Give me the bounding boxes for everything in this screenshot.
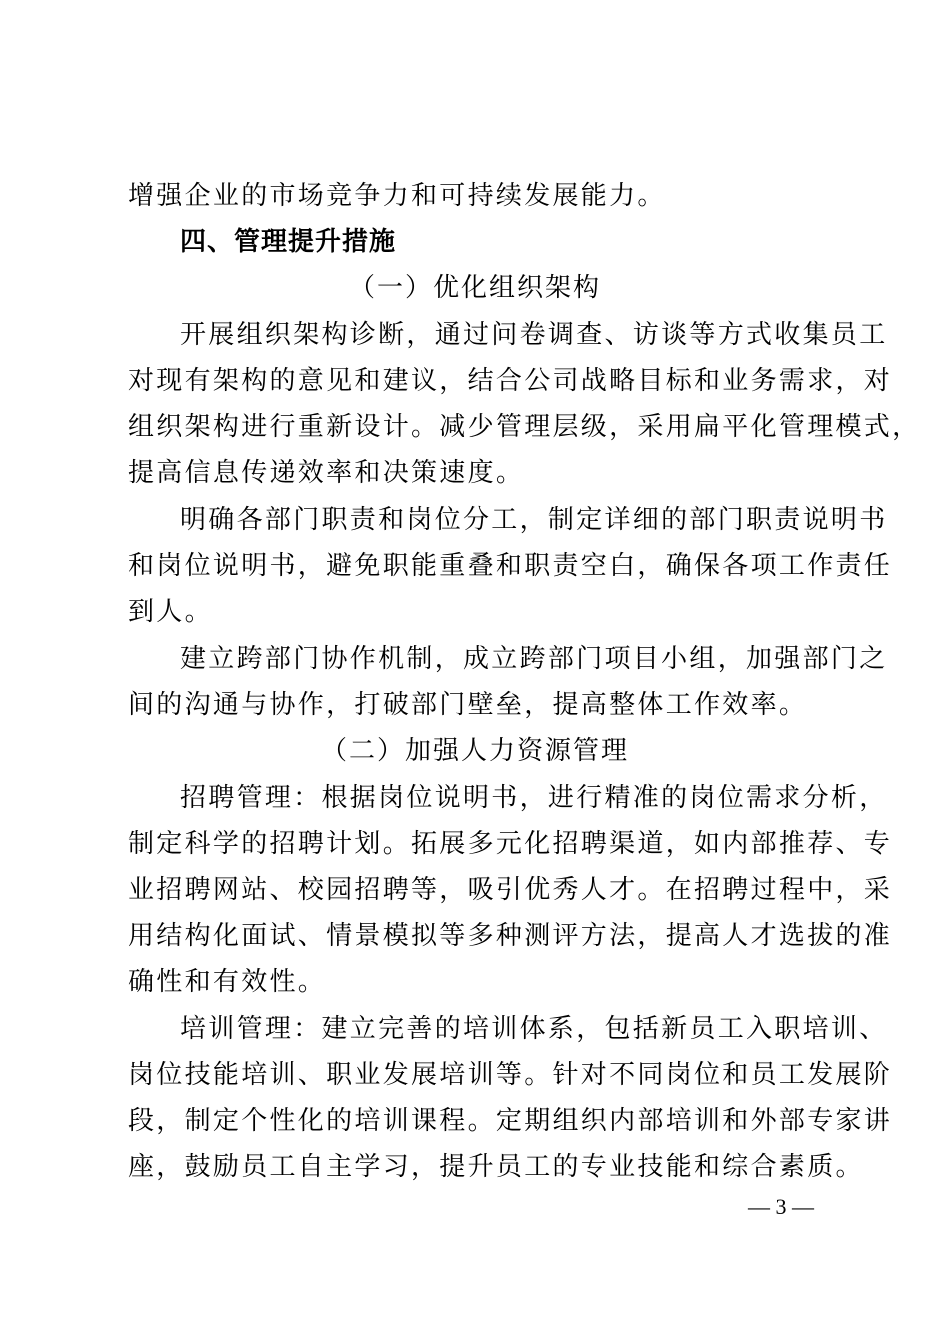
paragraph-line: 制定科学的招聘计划。拓展多元化招聘渠道，如内部推荐、专 xyxy=(128,829,893,859)
paragraph-line: 和岗位说明书，避免职能重叠和职责空白，确保各项工作责任 xyxy=(128,551,893,581)
paragraph-line: 培训管理：建立完善的培训体系，包括新员工入职培训、 xyxy=(180,1014,888,1044)
paragraph-line: 岗位技能培训、职业发展培训等。针对不同岗位和员工发展阶 xyxy=(128,1060,893,1090)
paragraph-line: 段，制定个性化的培训课程。定期组织内部培训和外部专家讲 xyxy=(128,1106,893,1136)
paragraph-line: 座，鼓励员工自主学习，提升员工的专业技能和综合素质。 xyxy=(128,1152,864,1182)
paragraph-line: 建立跨部门协作机制，成立跨部门项目小组，加强部门之 xyxy=(180,644,888,674)
paragraph-line: 业招聘网站、校园招聘等，吸引优秀人才。在招聘过程中，采 xyxy=(128,875,893,905)
paragraph-line: 确性和有效性。 xyxy=(128,967,327,997)
page-number: — 3 — xyxy=(748,1194,814,1219)
paragraph-line: 组织架构进行重新设计。减少管理层级，采用扁平化管理模式， xyxy=(128,412,921,442)
paragraph-line: 提高信息传递效率和决策速度。 xyxy=(128,458,525,488)
paragraph-line: 间的沟通与协作，打破部门壁垒，提高整体工作效率。 xyxy=(128,690,808,720)
paragraph-line: 明确各部门职责和岗位分工，制定详细的部门职责说明书 xyxy=(180,505,888,535)
subsection-heading: （一）优化组织架构 xyxy=(348,273,601,303)
paragraph-line: 对现有架构的意见和建议，结合公司战略目标和业务需求，对 xyxy=(128,366,893,396)
paragraph-line: 用结构化面试、情景模拟等多种测评方法，提高人才选拔的准 xyxy=(128,921,893,951)
paragraph-line: 到人。 xyxy=(128,597,213,627)
paragraph-line: 招聘管理：根据岗位说明书，进行精准的岗位需求分析， xyxy=(180,783,888,813)
paragraph-line: 开展组织架构诊断，通过问卷调查、访谈等方式收集员工 xyxy=(180,320,888,350)
subsection-heading: （二）加强人力资源管理 xyxy=(320,736,629,766)
section-heading: 四、管理提升措施 xyxy=(180,227,397,257)
paragraph-line: 增强企业的市场竞争力和可持续发展能力。 xyxy=(128,181,666,211)
